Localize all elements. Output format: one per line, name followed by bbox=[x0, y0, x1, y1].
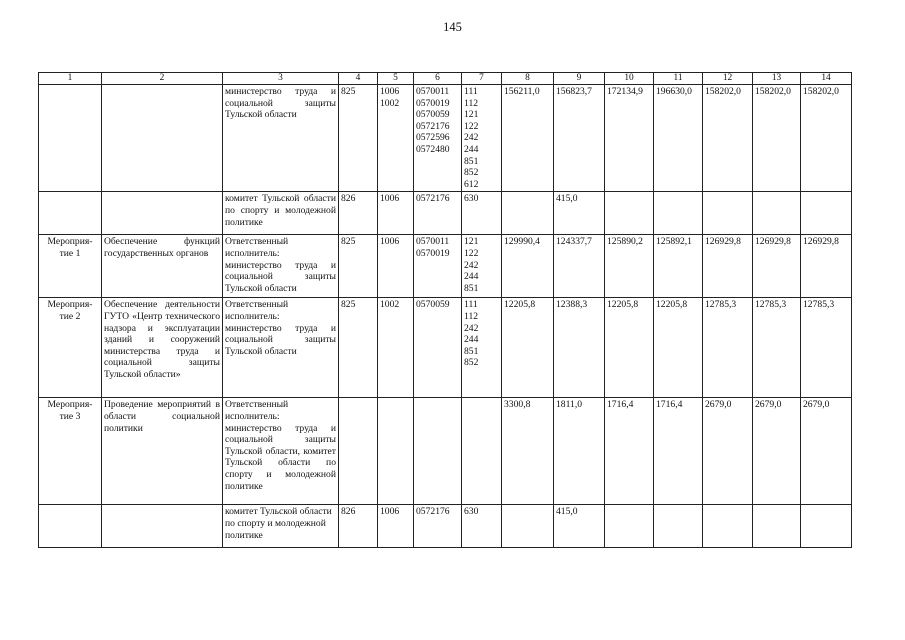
amount-cell: 2679,0 bbox=[801, 398, 852, 505]
amount-cell: 12205,8 bbox=[502, 298, 554, 398]
expense-type-cell bbox=[462, 398, 502, 505]
target-article-cell bbox=[414, 398, 462, 505]
amount-cell: 158202,0 bbox=[703, 85, 753, 192]
column-header: 9 bbox=[554, 73, 605, 85]
amount-cell: 12205,8 bbox=[654, 298, 703, 398]
column-header: 13 bbox=[753, 73, 801, 85]
amount-cell bbox=[605, 505, 654, 548]
table-row bbox=[39, 85, 852, 192]
amount-cell: 2679,0 bbox=[703, 398, 753, 505]
expense-type-cell: 121 122 242 244 851 bbox=[462, 235, 502, 298]
activity-name-cell bbox=[102, 85, 223, 192]
amount-cell bbox=[801, 192, 852, 235]
amount-cell: 126929,8 bbox=[801, 235, 852, 298]
column-header: 3 bbox=[223, 73, 339, 85]
amount-cell: 12205,8 bbox=[605, 298, 654, 398]
budget-table bbox=[38, 72, 852, 548]
amount-cell bbox=[703, 505, 753, 548]
column-header: 6 bbox=[414, 73, 462, 85]
amount-cell: 125892,1 bbox=[654, 235, 703, 298]
activity-name-cell bbox=[102, 192, 223, 235]
column-header: 2 bbox=[102, 73, 223, 85]
executor-cell: комитет Тульской области по спорту и молодежной политике bbox=[223, 192, 339, 235]
executor-cell: Ответственный исполнитель: министерство труда и социальной защиты Тульской области, комитет Тульской области по спорту и молодежной политике bbox=[223, 398, 339, 505]
expense-type-cell: 111 112 121 122 242 244 851 852 612 bbox=[462, 85, 502, 192]
amount-cell: 158202,0 bbox=[753, 85, 801, 192]
table-row bbox=[39, 505, 852, 548]
table-row bbox=[39, 298, 852, 398]
ministry-code-cell: 825 bbox=[339, 298, 378, 398]
column-header: 5 bbox=[378, 73, 414, 85]
activity-label-cell bbox=[39, 505, 102, 548]
column-header: 7 bbox=[462, 73, 502, 85]
activity-name-cell: Обеспечение деятельности ГУТО «Центр технического надзора и эксплуатации зданий и сооружений министерства труда и социальной защиты Тульской области» bbox=[102, 298, 223, 398]
section-code-cell: 1006 bbox=[378, 192, 414, 235]
amount-cell: 125890,2 bbox=[605, 235, 654, 298]
target-article-cell: 0570011 0570019 bbox=[414, 235, 462, 298]
amount-cell: 196630,0 bbox=[654, 85, 703, 192]
amount-cell bbox=[502, 505, 554, 548]
table-row bbox=[39, 235, 852, 298]
target-article-cell: 0572176 bbox=[414, 192, 462, 235]
amount-cell: 12785,3 bbox=[703, 298, 753, 398]
section-code-cell: 1006 bbox=[378, 235, 414, 298]
amount-cell bbox=[654, 192, 703, 235]
ministry-code-cell: 825 bbox=[339, 235, 378, 298]
amount-cell bbox=[654, 505, 703, 548]
column-header: 4 bbox=[339, 73, 378, 85]
amount-cell: 126929,8 bbox=[753, 235, 801, 298]
executor-cell: Ответственный исполнитель: министерство труда и социальной защиты Тульской области bbox=[223, 235, 339, 298]
amount-cell bbox=[703, 192, 753, 235]
page-number: 145 bbox=[443, 20, 462, 34]
target-article-cell: 0570011 0570019 0570059 0572176 0572596 0572480 bbox=[414, 85, 462, 192]
amount-cell: 126929,8 bbox=[703, 235, 753, 298]
amount-cell bbox=[801, 505, 852, 548]
amount-cell bbox=[753, 192, 801, 235]
activity-label-cell: Мероприя- тие 2 bbox=[39, 298, 102, 398]
activity-name-cell: Обеспечение функций государственных органов bbox=[102, 235, 223, 298]
amount-cell: 158202,0 bbox=[801, 85, 852, 192]
amount-cell: 415,0 bbox=[554, 505, 605, 548]
column-header: 14 bbox=[801, 73, 852, 85]
amount-cell: 3300,8 bbox=[502, 398, 554, 505]
amount-cell: 12388,3 bbox=[554, 298, 605, 398]
target-article-cell: 0570059 bbox=[414, 298, 462, 398]
amount-cell bbox=[753, 505, 801, 548]
amount-cell: 172134,9 bbox=[605, 85, 654, 192]
expense-type-cell: 111 112 242 244 851 852 bbox=[462, 298, 502, 398]
expense-type-cell: 630 bbox=[462, 505, 502, 548]
executor-cell: Ответственный исполнитель: министерство труда и социальной защиты Тульской области bbox=[223, 298, 339, 398]
section-code-cell bbox=[378, 398, 414, 505]
column-header: 12 bbox=[703, 73, 753, 85]
amount-cell: 129990,4 bbox=[502, 235, 554, 298]
amount-cell bbox=[502, 192, 554, 235]
column-header: 11 bbox=[654, 73, 703, 85]
amount-cell: 1716,4 bbox=[605, 398, 654, 505]
table-row bbox=[39, 192, 852, 235]
executor-cell: комитет Тульской области по спорту и молодежной политике bbox=[223, 505, 339, 548]
ministry-code-cell: 826 bbox=[339, 192, 378, 235]
activity-label-cell bbox=[39, 192, 102, 235]
activity-name-cell: Проведение мероприятий в области социальной политики bbox=[102, 398, 223, 505]
table-row bbox=[39, 398, 852, 505]
column-header: 8 bbox=[502, 73, 554, 85]
activity-name-cell bbox=[102, 505, 223, 548]
ministry-code-cell: 825 bbox=[339, 85, 378, 192]
column-header: 1 bbox=[39, 73, 102, 85]
section-code-cell: 1002 bbox=[378, 298, 414, 398]
amount-cell: 415,0 bbox=[554, 192, 605, 235]
executor-cell: министерство труда и социальной защиты Тульской области bbox=[223, 85, 339, 192]
expense-type-cell: 630 bbox=[462, 192, 502, 235]
activity-label-cell bbox=[39, 85, 102, 192]
section-code-cell: 1006 1002 bbox=[378, 85, 414, 192]
column-header: 10 bbox=[605, 73, 654, 85]
amount-cell: 12785,3 bbox=[753, 298, 801, 398]
amount-cell: 156211,0 bbox=[502, 85, 554, 192]
amount-cell: 1811,0 bbox=[554, 398, 605, 505]
amount-cell: 124337,7 bbox=[554, 235, 605, 298]
target-article-cell: 0572176 bbox=[414, 505, 462, 548]
amount-cell: 2679,0 bbox=[753, 398, 801, 505]
activity-label-cell: Мероприя- тие 1 bbox=[39, 235, 102, 298]
amount-cell: 12785,3 bbox=[801, 298, 852, 398]
ministry-code-cell bbox=[339, 398, 378, 505]
amount-cell bbox=[605, 192, 654, 235]
section-code-cell: 1006 bbox=[378, 505, 414, 548]
amount-cell: 1716,4 bbox=[654, 398, 703, 505]
ministry-code-cell: 826 bbox=[339, 505, 378, 548]
amount-cell: 156823,7 bbox=[554, 85, 605, 192]
header-row bbox=[39, 73, 852, 85]
activity-label-cell: Мероприя- тие 3 bbox=[39, 398, 102, 505]
